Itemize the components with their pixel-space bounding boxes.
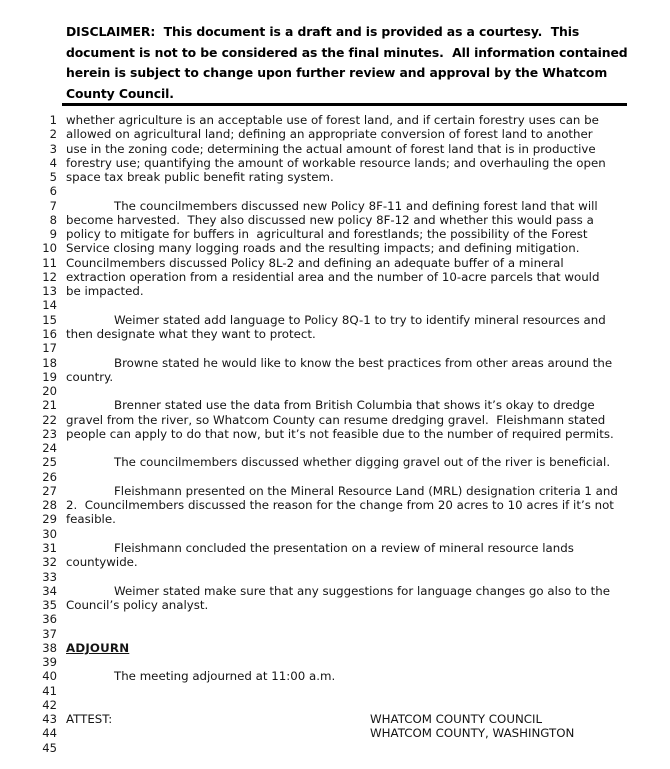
line-number: 26	[42, 469, 57, 484]
line-number: 29	[42, 512, 57, 527]
section-heading-adjourn: ADJOURN	[66, 640, 130, 655]
text-line: people can apply to do that now, but it’s not feasible due to the number of required permits.	[66, 426, 614, 441]
line-number: 45	[42, 740, 57, 755]
text-line: Browne stated he would like to know the best practices from other areas around the	[114, 355, 613, 370]
text-line: forestry use; quantifying the amount of workable resource lands; and overhauling the open	[66, 155, 606, 170]
line-number: 43	[42, 712, 57, 727]
line-number: 12	[42, 269, 57, 284]
line-number: 41	[42, 683, 57, 698]
line-number: 10	[42, 241, 57, 256]
blank-line	[66, 384, 632, 398]
line-number: 6	[49, 184, 57, 199]
signature-row	[66, 726, 632, 740]
blank-line	[66, 184, 632, 198]
text-line: Brenner stated use the data from British Columbia that shows it’s okay to dredge	[114, 398, 595, 413]
text-line: extraction operation from a residential area and the number of 10-acre parcels that would	[66, 269, 600, 284]
text-line: Fleishmann presented on the Mineral Resource Land (MRL) designation criteria 1 and	[114, 483, 618, 498]
minutes-body	[66, 113, 632, 769]
text-line: Councilmembers discussed Policy 8L-2 and defining an adequate buffer of a mineral	[66, 255, 564, 270]
line-number: 19	[42, 369, 57, 384]
text-line: space tax break public benefit rating system.	[66, 170, 334, 185]
text-line: gravel from the river, so Whatcom County can resume dredging gravel. Fleishmann stated	[66, 412, 606, 427]
line-number: 34	[42, 583, 57, 598]
text-line: Council’s policy analyst.	[66, 598, 209, 613]
line-number: 21	[42, 398, 57, 413]
blank-line	[66, 527, 632, 541]
line-number: 9	[49, 227, 57, 242]
line-number: 1	[49, 113, 57, 127]
line-number: 27	[42, 483, 57, 498]
blank-line	[66, 470, 632, 484]
text-line: Weimer stated add language to Policy 8Q-1 to try to identify mineral resources and	[114, 312, 606, 327]
line-number: 18	[42, 355, 57, 370]
signature-block-line1: WHATCOM COUNTY COUNCIL	[370, 712, 543, 727]
text-line: The councilmembers discussed whether digging gravel out of the river is beneficial.	[114, 455, 611, 470]
blank-line	[66, 755, 632, 769]
signature-block-line2: WHATCOM COUNTY, WASHINGTON	[370, 726, 575, 741]
blank-line	[66, 570, 632, 584]
blank-line	[66, 612, 632, 626]
line-number: 28	[42, 498, 57, 513]
text-line: feasible.	[66, 512, 116, 527]
blank-line	[66, 684, 632, 698]
text-line: then designate what they want to protect.	[66, 326, 316, 341]
disclaimer-text: DISCLAIMER: This document is a draft and is provided as a courtesy. This document is not to be considered as the final minutes. All information contained herein is subject to change upon further review and approval by the Whatcom County Council.	[66, 24, 632, 101]
line-number: 3	[49, 141, 57, 156]
line-number: 35	[42, 598, 57, 613]
line-number: 37	[42, 626, 57, 641]
blank-line	[66, 627, 632, 641]
line-number: 2	[49, 127, 57, 142]
text-line: Weimer stated make sure that any suggestions for language changes go also to the	[114, 583, 610, 598]
line-number: 20	[42, 384, 57, 399]
line-number: 44	[42, 726, 57, 741]
blank-line	[66, 441, 632, 455]
line-number: 24	[42, 441, 57, 456]
horizontal-rule	[62, 103, 627, 106]
line-number: 39	[42, 655, 57, 670]
blank-line	[66, 298, 632, 312]
line-number: 25	[42, 455, 57, 470]
line-number: 16	[42, 326, 57, 341]
line-number: 22	[42, 412, 57, 427]
blank-line	[66, 655, 632, 669]
line-number: 23	[42, 426, 57, 441]
text-line: become harvested. They also discussed new policy 8F-12 and whether this would pass a	[66, 212, 594, 227]
line-number: 14	[42, 298, 57, 313]
line-number: 7	[49, 198, 57, 213]
text-line: use in the zoning code; determining the actual amount of forest land that is in productive	[66, 141, 596, 156]
blank-line	[66, 698, 632, 712]
line-number: 5	[49, 170, 57, 185]
line-number: 31	[42, 540, 57, 555]
blank-line	[66, 341, 632, 355]
line-number: 15	[42, 312, 57, 327]
attest-label: ATTEST:	[66, 712, 113, 727]
text-line: 2. Councilmembers discussed the reason for the change from 20 acres to 10 acres if it’s not	[66, 498, 614, 513]
line-number: 33	[42, 569, 57, 584]
text-line: Fleishmann concluded the presentation on a review of mineral resource lands	[114, 540, 574, 555]
text-line: country.	[66, 369, 114, 384]
line-number: 8	[49, 212, 57, 227]
line-number: 38	[42, 640, 57, 655]
line-number: 42	[42, 697, 57, 712]
text-line: whether agriculture is an acceptable use of forest land, and if certain forestry uses can be	[66, 113, 599, 127]
line-number: 36	[42, 612, 57, 627]
line-number-gutter	[0, 113, 57, 755]
line-number: 11	[42, 255, 57, 270]
line-number: 40	[42, 669, 57, 684]
line-number: 4	[49, 155, 57, 170]
text-line: Service closing many logging roads and the resulting impacts; and defining mitigation.	[66, 241, 580, 256]
line-number: 30	[42, 526, 57, 541]
line-number: 17	[42, 341, 57, 356]
text-line: allowed on agricultural land; defining an appropriate conversion of forest land to another	[66, 127, 593, 142]
text-line: The councilmembers discussed new Policy 8F-11 and defining forest land that will	[114, 198, 598, 213]
text-line: countywide.	[66, 555, 138, 570]
attest-row	[66, 712, 632, 726]
text-line: policy to mitigate for buffers in agricultural and forestlands; the possibility of the Forest	[66, 227, 588, 242]
line-number: 32	[42, 555, 57, 570]
text-line: be impacted.	[66, 284, 144, 299]
line-number: 13	[42, 284, 57, 299]
text-line: The meeting adjourned at 11:00 a.m.	[114, 669, 336, 684]
